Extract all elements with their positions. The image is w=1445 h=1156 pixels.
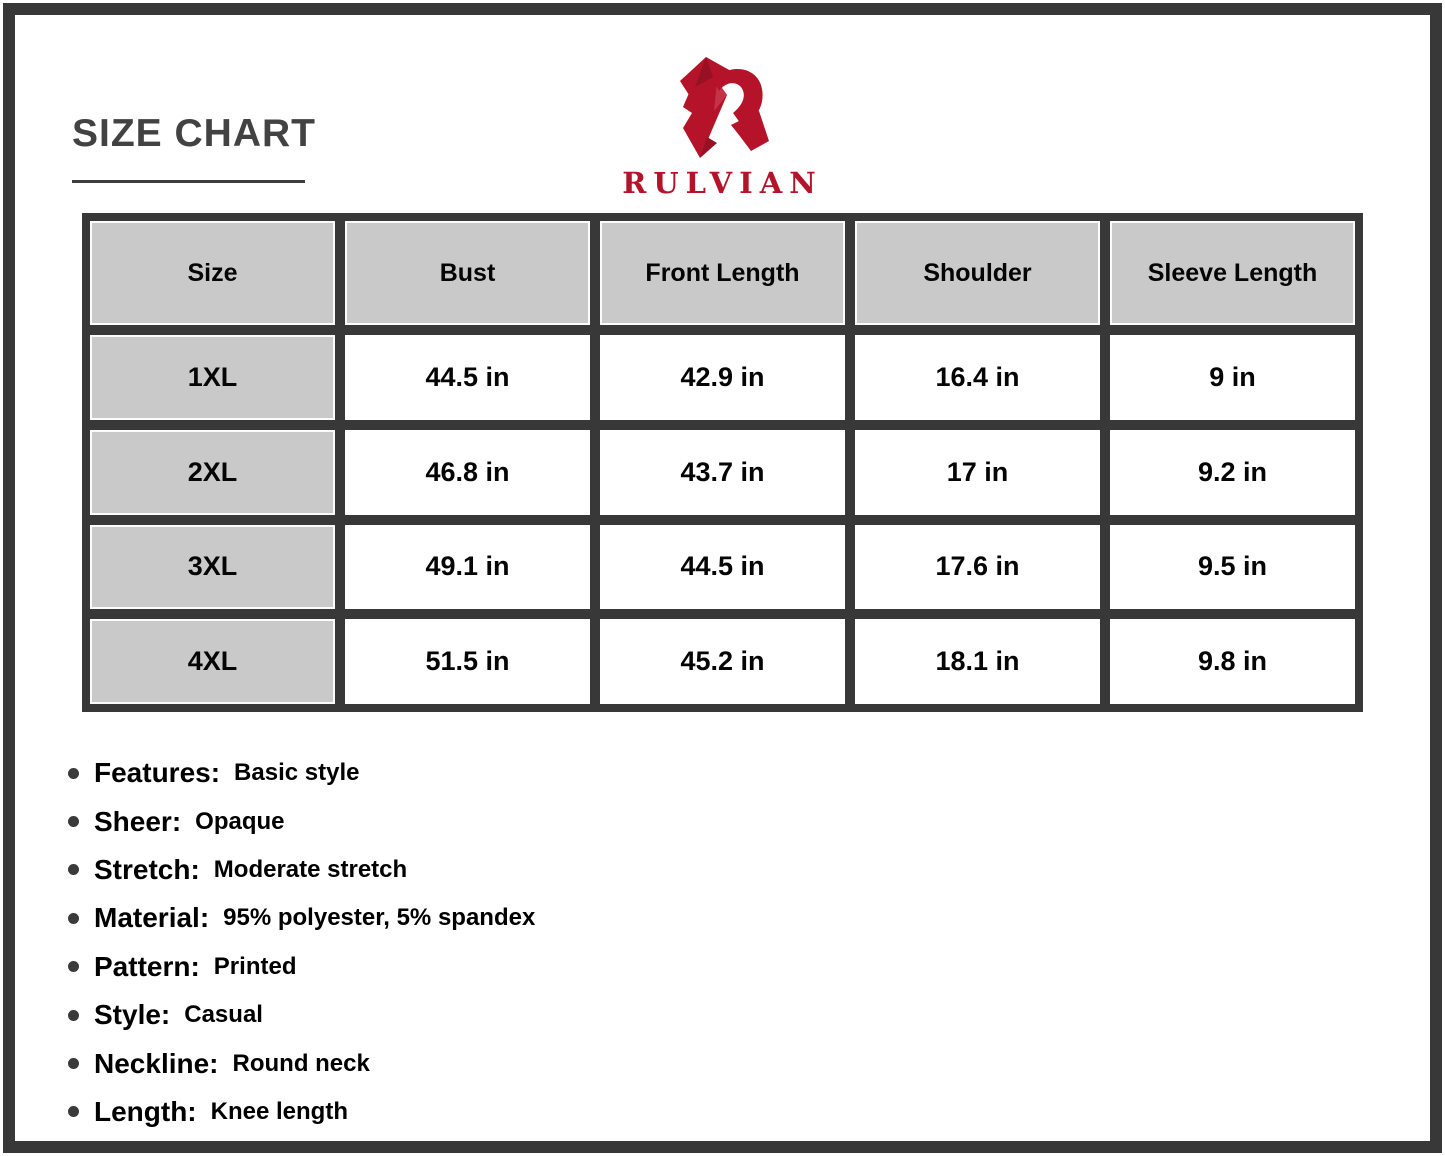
product-details-list <box>68 749 535 1136</box>
measurement-cell: 42.9 in <box>600 335 845 420</box>
column-header-sleeve-length: Sleeve Length <box>1110 221 1355 325</box>
column-header-shoulder: Shoulder <box>855 221 1100 325</box>
detail-item-sheer <box>68 797 535 845</box>
detail-label: Length: <box>94 1095 197 1127</box>
detail-value: Printed <box>213 952 297 980</box>
measurement-cell: 16.4 in <box>855 335 1100 420</box>
bullet-icon <box>68 961 79 972</box>
detail-value: Casual <box>184 1001 263 1029</box>
detail-value: Round neck <box>232 1049 370 1077</box>
bullet-icon <box>68 1106 79 1117</box>
detail-item-pattern <box>68 943 535 991</box>
detail-label: Neckline: <box>94 1047 219 1079</box>
measurement-cell: 44.5 in <box>345 335 590 420</box>
detail-item-length <box>68 1088 535 1136</box>
bullet-icon <box>68 913 79 924</box>
brand-logo <box>593 48 853 200</box>
detail-item-neckline <box>68 1039 535 1087</box>
detail-label: Stretch: <box>94 853 200 885</box>
title-underline <box>72 180 305 183</box>
measurement-cell: 9.2 in <box>1110 430 1355 515</box>
detail-item-features <box>68 749 535 797</box>
size-cell: 3XL <box>90 525 335 610</box>
measurement-cell: 17 in <box>855 430 1100 515</box>
measurement-cell: 46.8 in <box>345 430 590 515</box>
detail-value: Basic style <box>234 759 360 787</box>
measurement-cell: 9.5 in <box>1110 525 1355 610</box>
detail-value: Moderate stretch <box>213 855 408 883</box>
detail-label: Material: <box>94 902 210 934</box>
detail-label: Features: <box>94 757 221 789</box>
column-header-front-length: Front Length <box>600 221 845 325</box>
measurement-cell: 51.5 in <box>345 619 590 704</box>
measurement-cell: 17.6 in <box>855 525 1100 610</box>
detail-value: 95% polyester, 5% spandex <box>223 904 536 932</box>
bullet-icon <box>68 768 79 779</box>
size-cell: 4XL <box>90 619 335 704</box>
bullet-icon <box>68 1058 79 1069</box>
column-header-bust: Bust <box>345 221 590 325</box>
measurement-cell: 43.7 in <box>600 430 845 515</box>
size-cell: 2XL <box>90 430 335 515</box>
detail-label: Sheer: <box>94 805 182 837</box>
detail-value: Opaque <box>195 807 285 835</box>
detail-item-stretch <box>68 846 535 894</box>
detail-value: Knee length <box>210 1097 348 1125</box>
column-header-size: Size <box>90 221 335 325</box>
bullet-icon <box>68 816 79 827</box>
measurement-cell: 9 in <box>1110 335 1355 420</box>
rulvian-r-icon <box>673 48 773 164</box>
bullet-icon <box>68 1010 79 1021</box>
measurement-cell: 18.1 in <box>855 619 1100 704</box>
measurement-cell: 9.8 in <box>1110 619 1355 704</box>
size-table <box>82 213 1363 712</box>
measurement-cell: 45.2 in <box>600 619 845 704</box>
detail-item-style <box>68 991 535 1039</box>
detail-label: Pattern: <box>94 950 200 982</box>
measurement-cell: 44.5 in <box>600 525 845 610</box>
detail-label: Style: <box>94 999 171 1031</box>
size-cell: 1XL <box>90 335 335 420</box>
brand-wordmark: RULVIAN <box>622 166 823 200</box>
page-title: SIZE CHART <box>72 112 316 155</box>
measurement-cell: 49.1 in <box>345 525 590 610</box>
bullet-icon <box>68 864 79 875</box>
title-block <box>72 112 316 183</box>
detail-item-material <box>68 894 535 942</box>
